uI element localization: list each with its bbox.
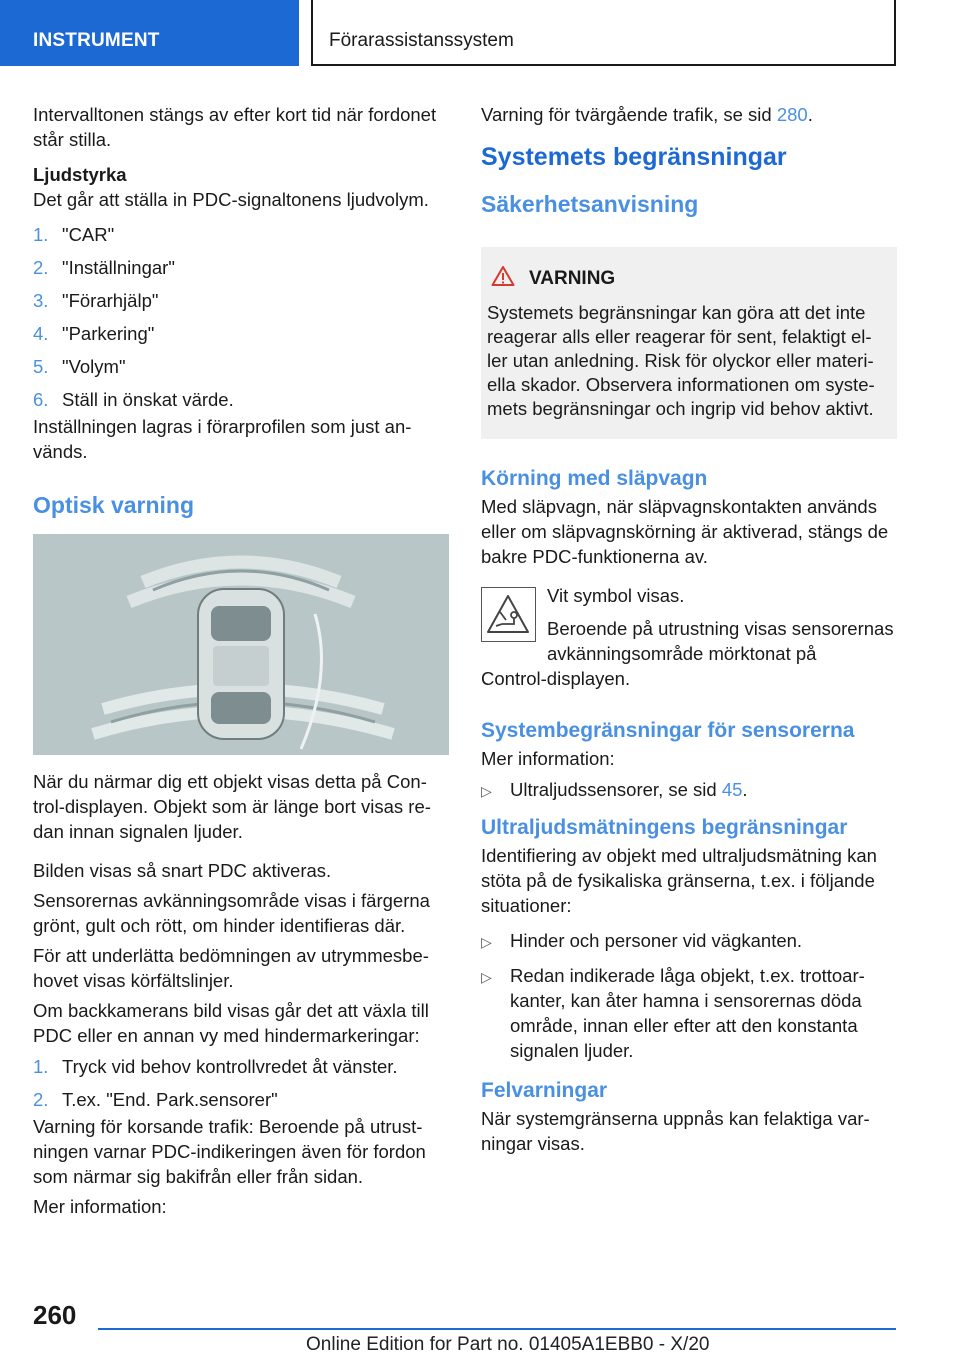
- footer-divider: [98, 1328, 896, 1330]
- paragraph-interval: Intervalltonen stängs av efter kort tid när fordonet står stilla.: [33, 104, 437, 150]
- list-item: 4. "Parkering": [33, 323, 155, 344]
- warning-triangle-icon: [491, 265, 515, 293]
- arrow-bullet-icon: ▷: [481, 969, 492, 985]
- volume-heading: Ljudstyrka: [33, 164, 127, 185]
- sensor-more-info: Mer information:: [481, 748, 615, 769]
- paragraph-sensor-colors: Sensorernas avkänningsområde visas i färgerna grönt, gult och rött, om hinder identifieras där.: [33, 890, 430, 936]
- list-item: 5. "Volym": [33, 356, 126, 377]
- header-chapter-label: Förarassistanssystem: [329, 30, 514, 51]
- paragraph-more-info: Mer information:: [33, 1196, 167, 1217]
- paragraph-saved: Inställningen lagras i förarprofilen som just används.: [33, 416, 412, 462]
- ultrasound-limits-heading: Ultraljudsmätningens begränsningar: [481, 816, 848, 839]
- trailer-warning-icon: [481, 587, 536, 642]
- list-item: 2. T.ex. "End. Park.sensorer": [33, 1089, 278, 1110]
- false-warnings-heading: Felvarningar: [481, 1079, 608, 1102]
- system-limits-heading: Systemets begränsningar: [481, 143, 787, 171]
- optical-warning-heading: Optisk varning: [33, 492, 195, 518]
- camera-steps: [33, 1054, 449, 1112]
- paragraph-approach: När du närmar dig ett objekt visas detta på Control-displayen. Objekt som är länge bort visas redan innan signalen ljuder.: [33, 771, 431, 842]
- list-item: ▷ Redan indikerade låga objekt, t.ex. trottoarkanter, kan åter hamna i sensorernas döda område, innan eller efter att den konstanta signalen ljuder.: [481, 965, 865, 1061]
- pdc-display-image: [33, 534, 449, 755]
- list-item: 1. "CAR": [33, 224, 115, 245]
- warning-title-label: VARNING: [529, 268, 616, 289]
- header-chapter-tab: [311, 0, 896, 66]
- symbol-text-1: Vit symbol visas.: [547, 585, 685, 606]
- symbol-text-3: Control-displayen.: [481, 668, 631, 689]
- footer-edition: Online Edition for Part no. 01405A1EBB0 - X/20: [306, 1334, 710, 1355]
- list-item: 1. Tryck vid behov kontrollvredet åt vänster.: [33, 1056, 398, 1077]
- ultrasound-text: Identifiering av objekt med ultraljudsmätning kan stöta på de fysikaliska gränserna, t.ex. i följande situationer:: [481, 845, 877, 916]
- symbol-text-2: Beroende på utrustning visas sensorernas avkänningsområde mörktonat på: [547, 618, 894, 664]
- page-number: 260: [33, 1300, 77, 1330]
- paragraph-shown: Bilden visas så snart PDC aktiveras.: [33, 860, 332, 881]
- volume-description: Det går att ställa in PDC-signaltonens ljudvolym.: [33, 189, 429, 210]
- left-column: [33, 102, 449, 1229]
- list-item: 3. "Förarhjälp": [33, 290, 159, 311]
- paragraph-cross-ref: Varning för tvärgående trafik, se sid 280.: [481, 104, 813, 125]
- warning-text: Systemets begränsningar kan göra att det inte reagerar alls eller reagerar för sent, felaktigt eller utan anledning. Risk för olyckor eller materiella skador. Observera informationen om systemets begränsningar och ingrip vid behov aktivt.: [487, 302, 875, 419]
- page-link-280[interactable]: 280: [776, 104, 808, 125]
- list-item: 6. Ställ in önskat värde.: [33, 389, 234, 410]
- sensor-list: [481, 777, 897, 804]
- trailer-text: Med släpvagn, när släpvagnskontakten används eller om släpvagnskörning är aktiverad, stängs de bakre PDC-funktionerna av.: [481, 496, 889, 567]
- list-item: 2. "Inställningar": [33, 257, 175, 278]
- trailer-symbol-row: [481, 583, 897, 691]
- page-link-45[interactable]: 45: [721, 779, 743, 800]
- trailer-heading: Körning med släpvagn: [481, 467, 708, 490]
- paragraph-lanes: För att underlätta bedömningen av utrymmesbehovet visas körfältslinjer.: [33, 945, 429, 991]
- arrow-bullet-icon: ▷: [481, 783, 492, 799]
- list-item: ▷ Ultraljudssensorer, se sid 45.: [481, 777, 897, 804]
- sensor-limits-heading: Systembegränsningar för sensorerna: [481, 719, 855, 742]
- list-item: ▷ Hinder och personer vid vägkanten.: [481, 928, 897, 955]
- safety-heading: Säkerhetsanvisning: [481, 191, 699, 217]
- header-section-tab: [0, 0, 299, 66]
- pdc-car-illustration: [33, 534, 449, 755]
- header-section-label: INSTRUMENT: [33, 30, 160, 51]
- false-warnings-text: När systemgränserna uppnås kan felaktiga varningar visas.: [481, 1108, 870, 1154]
- ultrasound-list: [481, 928, 897, 1063]
- right-column: [481, 102, 897, 1166]
- paragraph-cross-traffic: Varning för korsande trafik: Beroende på utrustningen varnar PDC-indikeringen även för fordon som närmar sig bakifrån eller från sidan.: [33, 1116, 426, 1187]
- warning-title: [487, 265, 885, 293]
- warning-box: [481, 247, 897, 439]
- volume-steps: [33, 222, 449, 412]
- paragraph-camera: Om backkamerans bild visas går det att växla till PDC eller en annan vy med hindermarkeringar:: [33, 1000, 429, 1046]
- arrow-bullet-icon: ▷: [481, 934, 492, 950]
